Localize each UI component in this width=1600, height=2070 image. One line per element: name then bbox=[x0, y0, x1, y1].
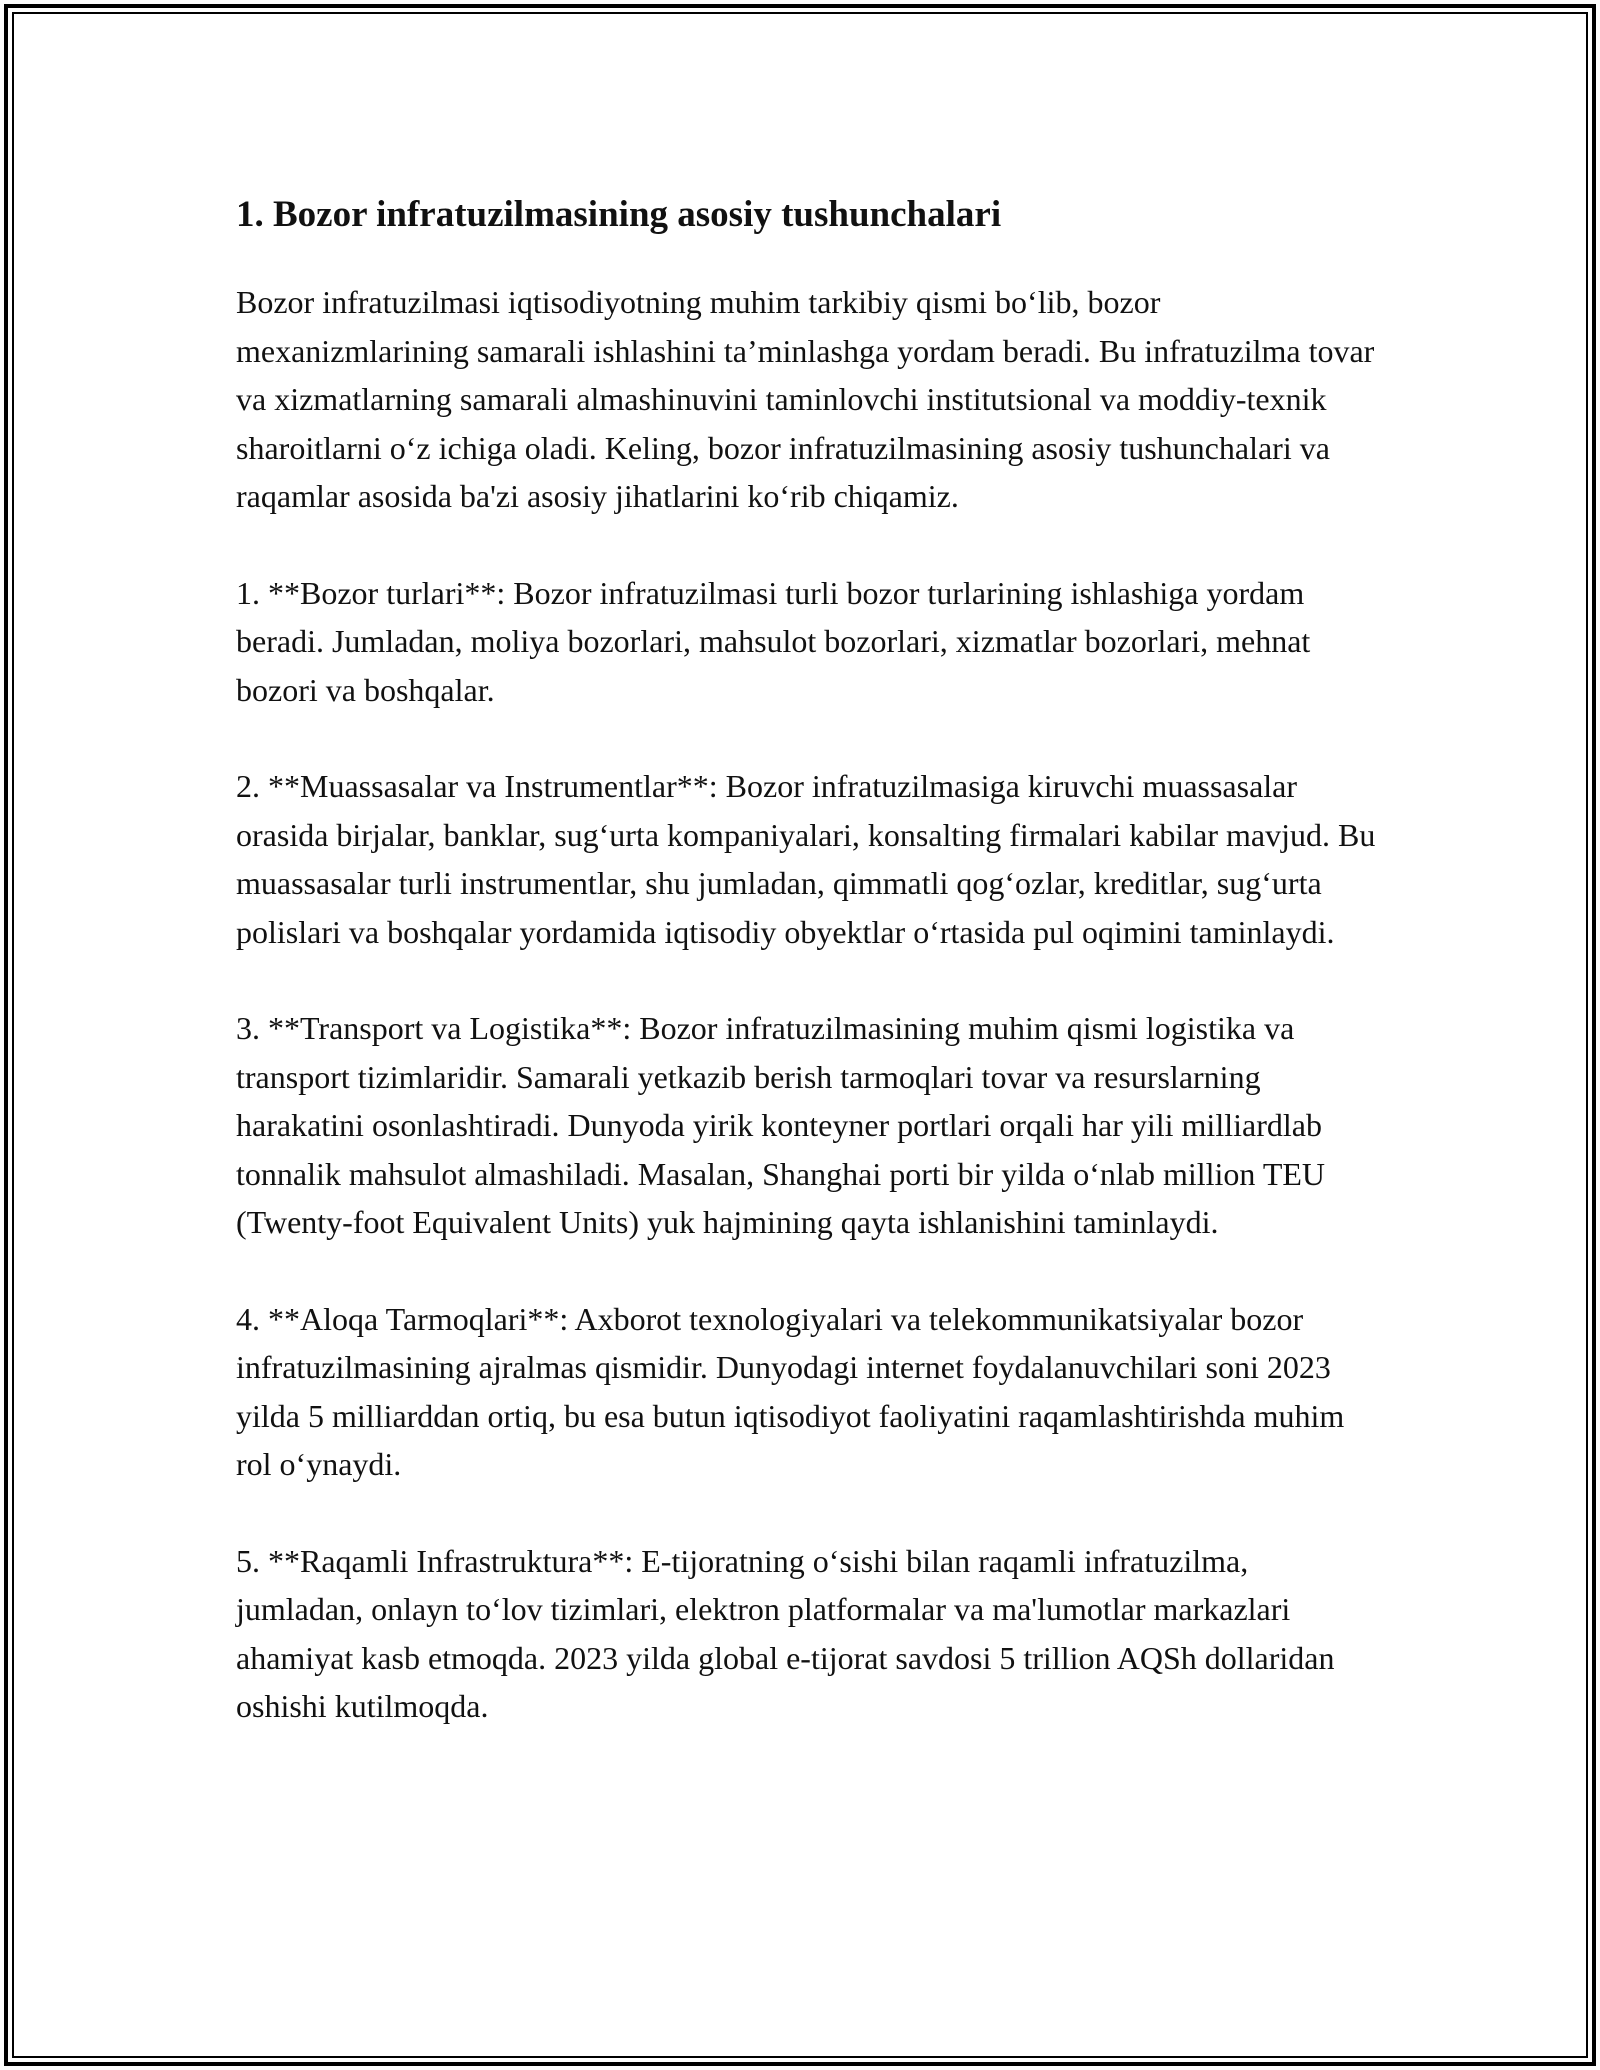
list-item-raqamli: 5. **Raqamli Infrastruktura**: E-tijoratning o‘sishi bilan raqamli infratuzilma, jumladan, onlayn to‘lov tizimlari, elektron platformalar va ma'lumotlar markazlari ahamiyat kasb etmoqda. 2023 yilda global e-tijorat savdosi 5 trillion AQSh dollaridan oshishi kutilmoqda. bbox=[236, 1542, 1335, 1724]
intro-paragraph: Bozor infratuzilmasi iqtisodiyotning muhim tarkibiy qismi bo‘lib, bozor mexanizmlarining samarali ishlashini ta’minlashga yordam beradi. Bu infratuzilma tovar va xizmatlarning samarali almashinuvini taminlovchi institutsional va moddiy-texnik sharoitlarni o‘z ichiga oladi. Keling, bozor infratuzilmasining asosiy tushunchalari va raqamlar asosida ba'zi asosiy jihatlarini ko‘rib chiqamiz. bbox=[236, 284, 1375, 514]
section-title: 1. Bozor infratuzilmasining asosiy tushunchalari bbox=[236, 194, 1002, 235]
list-item-transport: 3. **Transport va Logistika**: Bozor infratuzilmasining muhim qismi logistika va transport tizimlaridir. Samarali yetkazib berish tarmoqlari tovar va resurslarning harakatini osonlashtiradi. Dunyoda yirik konteyner portlari orqali har yili milliardlab tonnalik mahsulot almashiladi. Masalan, Shanghai porti bir yilda o‘nlab million TEU (Twenty-foot Equivalent Units) yuk hajmining qayta ishlanishini taminlaydi. bbox=[236, 1010, 1326, 1240]
list-item-aloqa: 4. **Aloqa Tarmoqlari**: Axborot texnologiyalari va telekommunikatsiyalar bozor infratuzilmasining ajralmas qismidir. Dunyodagi internet foydalanuvchilari soni 2023 yilda 5 milliarddan ortiq, bu esa butun iqtisodiyot faoliyatini raqamlashtirishda muhim rol o‘ynaydi. bbox=[236, 1300, 1345, 1482]
document-body bbox=[236, 186, 1376, 1779]
list-item-bozor-turlari: 1. **Bozor turlari**: Bozor infratuzilmasi turli bozor turlarining ishlashiga yordam beradi. Jumladan, moliya bozorlari, mahsulot bozorlari, xizmatlar bozorlari, mehnat bozori va boshqalar. bbox=[236, 574, 1311, 708]
list-item-muassasalar: 2. **Muassasalar va Instrumentlar**: Bozor infratuzilmasiga kiruvchi muassasalar orasida birjalar, banklar, sug‘urta kompaniyalari, konsalting firmalari kabilar mavjud. Bu muassasalar turli instrumentlar, shu jumladan, qimmatli qog‘ozlar, kreditlar, sug‘urta polislari va boshqalar yordamida iqtisodiy obyektlar o‘rtasida pul oqimini taminlaydi. bbox=[236, 768, 1376, 950]
